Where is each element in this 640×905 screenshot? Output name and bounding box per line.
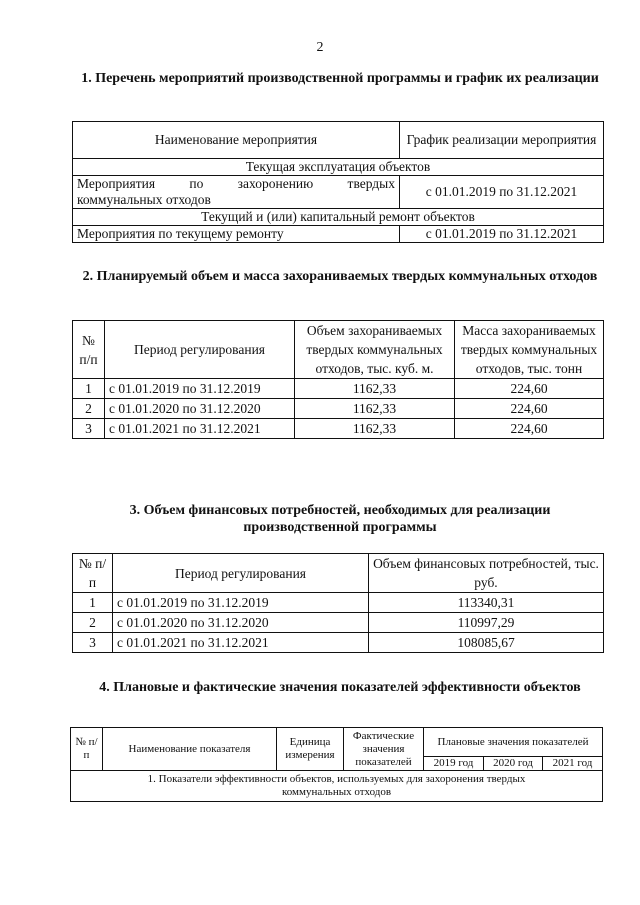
column-header-name: Наименование показателя [103, 728, 277, 771]
waste-volume-table [72, 320, 604, 439]
column-header-period: Период регулирования [105, 321, 295, 379]
row-period: с 01.01.2020 по 31.12.2020 [113, 613, 369, 633]
column-header-year: 2019 год [424, 757, 484, 771]
table-row [73, 633, 604, 653]
table-row [73, 399, 604, 419]
column-header-mass: Масса захораниваемых твердых коммунальных отходов, тыс. тонн [455, 321, 604, 379]
activity-word: захоронению [237, 176, 314, 191]
column-header-num: № п/п [71, 728, 103, 771]
column-header-finance: Объем финансовых потребностей, тыс. руб. [369, 554, 604, 593]
row-num: 1 [73, 379, 105, 399]
column-header-period: Период регулирования [113, 554, 369, 593]
table-row [73, 379, 604, 399]
table-row [73, 593, 604, 613]
column-header-planned: Плановые значения показателей [424, 728, 603, 757]
column-header-year: 2020 год [484, 757, 543, 771]
row-period: с 01.01.2021 по 31.12.2021 [113, 633, 369, 653]
group-title-repair: Текущий и (или) капитальный ремонт объектов [73, 209, 604, 226]
indicator-subheading: 1. Показатели эффективности объектов, используемых для захоронения твердых коммунальных отходов [71, 771, 603, 802]
row-period: с 01.01.2021 по 31.12.2021 [105, 419, 295, 439]
table-header-row [73, 122, 604, 159]
column-header-schedule: График реализации мероприятия [400, 122, 604, 159]
row-volume: 1162,33 [295, 419, 455, 439]
group-row [71, 771, 603, 802]
activity-cell [73, 176, 400, 209]
column-header-unit: Единица измерения [277, 728, 344, 771]
row-value: 113340,31 [369, 593, 604, 613]
table-row [73, 419, 604, 439]
page-number: 2 [316, 40, 324, 55]
row-period: с 01.01.2019 по 31.12.2019 [113, 593, 369, 613]
row-num: 2 [73, 613, 113, 633]
finance-table [72, 553, 604, 653]
row-volume: 1162,33 [295, 399, 455, 419]
row-num: 2 [73, 399, 105, 419]
row-num: 3 [73, 633, 113, 653]
column-header-num: № п/п [73, 554, 113, 593]
column-header-volume: Объем захораниваемых твердых коммунальных отходов, тыс. куб. м. [295, 321, 455, 379]
activity-word: по [189, 176, 204, 191]
schedule-cell: с 01.01.2019 по 31.12.2021 [400, 226, 604, 243]
group-row [73, 159, 604, 176]
schedule-cell: с 01.01.2019 по 31.12.2021 [400, 176, 604, 209]
row-value: 110997,29 [369, 613, 604, 633]
column-header-year: 2021 год [543, 757, 603, 771]
row-num: 1 [73, 593, 113, 613]
row-num: 3 [73, 419, 105, 439]
activities-table [72, 121, 604, 243]
column-header-actual: Фактические значения показателей [344, 728, 424, 771]
table-row [73, 226, 604, 243]
row-period: с 01.01.2020 по 31.12.2020 [105, 399, 295, 419]
activity-line2: коммунальных отходов [77, 192, 211, 207]
section1-title: 1. Перечень мероприятий производственной программы и график их реализации [81, 71, 599, 86]
indicators-table [70, 727, 603, 802]
group-title-operation: Текущая эксплуатация объектов [73, 159, 604, 176]
table-header-row [73, 321, 604, 379]
row-mass: 224,60 [455, 419, 604, 439]
row-period: с 01.01.2019 по 31.12.2019 [105, 379, 295, 399]
group-row [73, 209, 604, 226]
table-row [73, 176, 604, 209]
column-header-activity: Наименование мероприятия [73, 122, 400, 159]
row-value: 108085,67 [369, 633, 604, 653]
table-row [73, 613, 604, 633]
section4-title: 4. Плановые и фактические значения показателей эффективности объектов [99, 680, 581, 695]
table-header-row [71, 728, 603, 757]
column-header-num: № п/п [73, 321, 105, 379]
row-mass: 224,60 [455, 379, 604, 399]
section3-title: 3. Объем финансовых потребностей, необходимых для реализации производственной программы [129, 503, 551, 535]
table-header-row [73, 554, 604, 593]
row-volume: 1162,33 [295, 379, 455, 399]
activity-cell: Мероприятия по текущему ремонту [73, 226, 400, 243]
activity-word: твердых [347, 176, 395, 191]
activity-word: Мероприятия [77, 176, 156, 191]
row-mass: 224,60 [455, 399, 604, 419]
section2-title: 2. Планируемый объем и масса захораниваемых твердых коммунальных отходов [82, 269, 598, 284]
